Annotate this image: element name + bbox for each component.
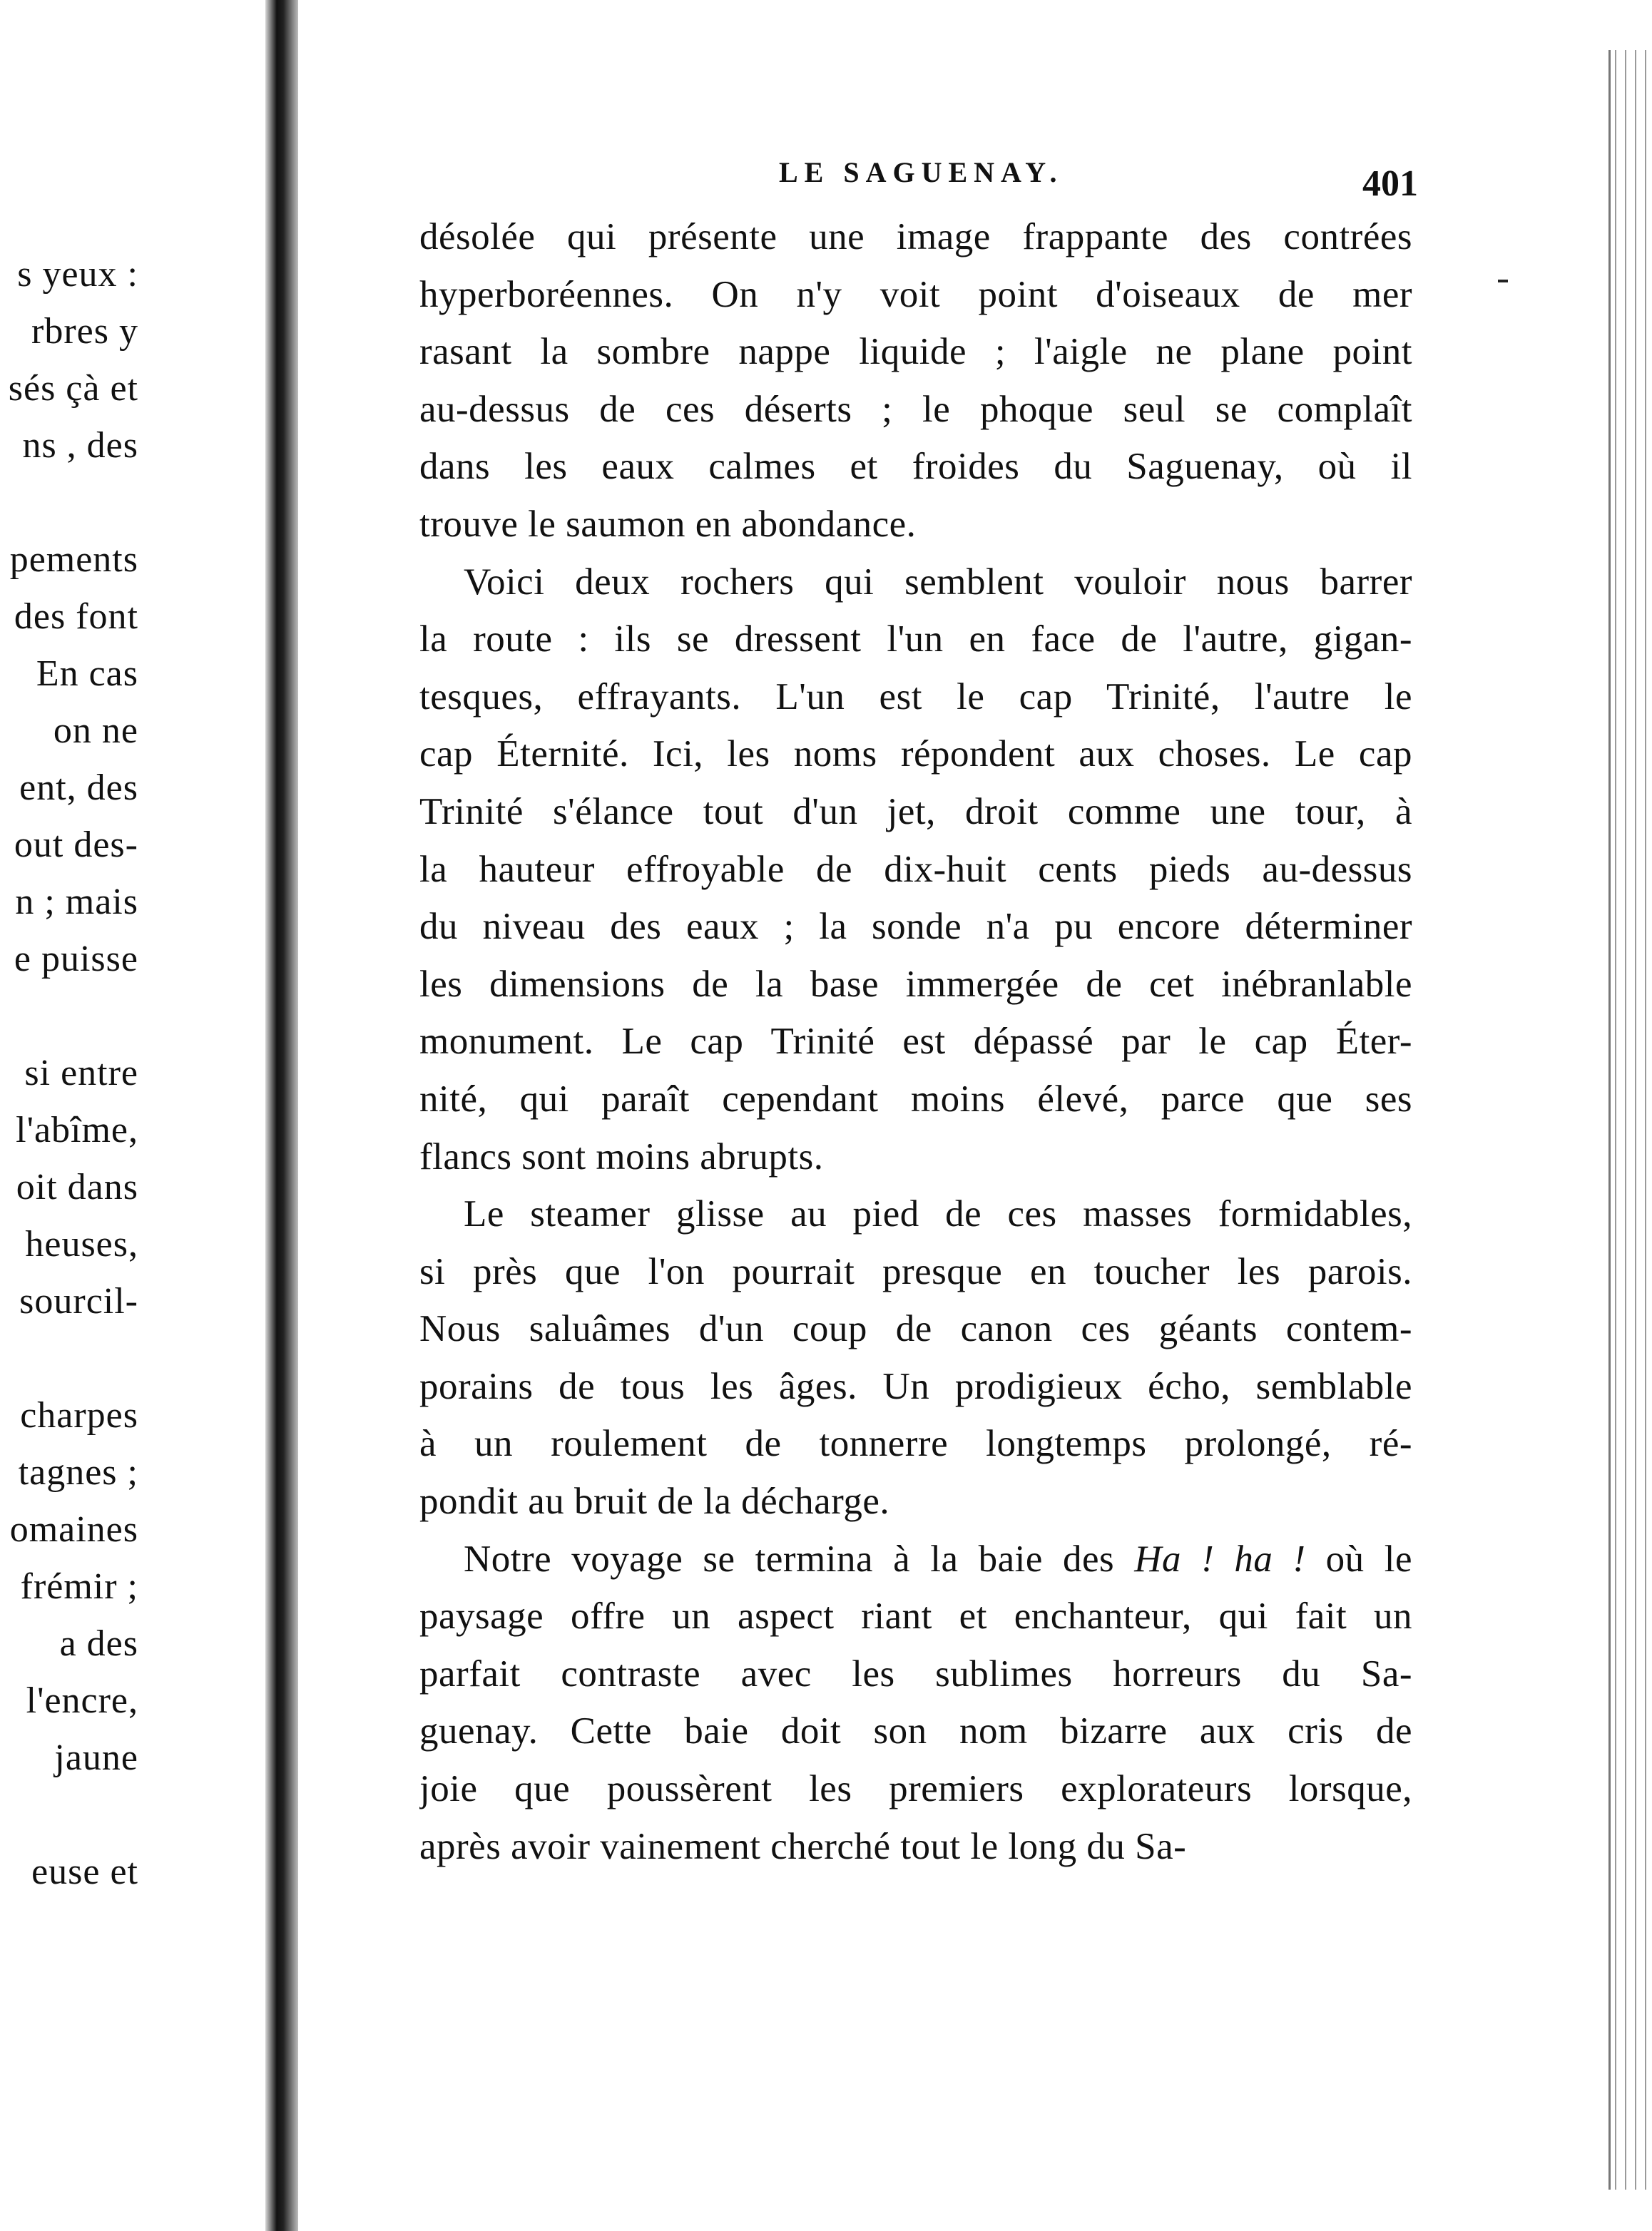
text-line: tesques, effrayants. L'un est le cap Trinité, l'autre le xyxy=(419,675,1412,718)
left-page-line: charpes xyxy=(20,1395,138,1436)
page-stack-edge xyxy=(1608,50,1652,2190)
left-page-line: l'abîme, xyxy=(16,1110,138,1150)
left-page-line: a des xyxy=(59,1623,138,1664)
left-page-line: frémir ; xyxy=(20,1566,138,1607)
left-page-line: ns , des xyxy=(22,425,138,466)
running-head: LE SAGUENAY. xyxy=(779,156,1064,188)
left-page-line: oit dans xyxy=(16,1167,138,1208)
text-line: rasant la sombre nappe liquide ; l'aigle ne plane point xyxy=(419,331,1412,373)
left-page-line: n ; mais xyxy=(15,882,138,922)
text-line: dans les eaux calmes et froides du Saguenay, où il xyxy=(419,446,1412,488)
text-line: joie que poussèrent les premiers explorateurs lorsque, xyxy=(419,1768,1412,1810)
paragraph xyxy=(419,208,1412,553)
left-page-line: out des- xyxy=(14,824,138,865)
text-line: nité, qui paraît cependant moins élevé, parce que ses xyxy=(419,1078,1412,1120)
book-gutter xyxy=(265,0,298,2231)
text-line: trouve le saumon en abondance. xyxy=(419,503,917,545)
text-line: Trinité s'élance tout d'un jet, droit comme une tour, à xyxy=(419,790,1412,832)
text-line: Voici deux rochers qui semblent vouloir nous barrer xyxy=(464,561,1412,603)
text-line: à un roulement de tonnerre longtemps prolongé, ré- xyxy=(419,1423,1412,1465)
page-number: 401 xyxy=(1362,163,1418,204)
italic-phrase: Ha ! ha ! xyxy=(1134,1538,1306,1580)
left-page-line: s yeux : xyxy=(17,254,138,295)
text-line: monument. Le cap Trinité est dépassé par le cap Éter- xyxy=(419,1021,1412,1063)
text-line: la hauteur effroyable de dix-huit cents pieds au-dessus xyxy=(419,848,1412,890)
left-page-line: l'encre, xyxy=(26,1680,138,1721)
left-page-line: En cas xyxy=(36,653,138,694)
text-line: la route : ils se dressent l'un en face de l'autre, gigan- xyxy=(419,618,1412,660)
left-page-line: sés çà et xyxy=(8,368,138,409)
text-line: du niveau des eaux ; la sonde n'a pu encore déterminer xyxy=(419,906,1412,948)
text-line: paysage offre un aspect riant et enchanteur, qui fait un xyxy=(419,1596,1412,1638)
left-page-line: omaines xyxy=(9,1509,138,1550)
paragraph xyxy=(419,1531,1412,1876)
left-page-line: pements xyxy=(9,539,138,580)
text-line: Le steamer glisse au pied de ces masses formidables, xyxy=(464,1193,1412,1235)
text-line: si près que l'on pourrait presque en toucher les parois. xyxy=(419,1250,1412,1292)
left-page-line: on ne xyxy=(53,710,138,751)
left-page-line: tagnes ; xyxy=(18,1452,138,1493)
text-line: cap Éternité. Ici, les noms répondent aux choses. Le cap xyxy=(419,733,1412,775)
left-page-line: heuses, xyxy=(25,1224,138,1265)
text-line: Nous saluâmes d'un coup de canon ces géants contem- xyxy=(419,1308,1412,1350)
left-page-line: ent, des xyxy=(19,767,138,808)
paragraph xyxy=(419,553,1412,1186)
left-page-line: e puisse xyxy=(14,939,138,979)
text-line: désolée qui présente une image frappante des contrées xyxy=(419,216,1412,257)
text-line: au-dessus de ces déserts ; le phoque seul se complaît xyxy=(419,388,1412,430)
text-line: flancs sont moins abrupts. xyxy=(419,1135,824,1178)
left-page-line: des font xyxy=(14,596,138,637)
text-line: hyperboréennes. On n'y voit point d'oiseaux de mer xyxy=(419,273,1412,315)
text-line: après avoir vainement cherché tout le long du Sa- xyxy=(419,1825,1187,1867)
previous-page-fragment xyxy=(0,0,271,2231)
left-page-line: rbres y xyxy=(31,311,138,352)
text-line: parfait contraste avec les sublimes horreurs du Sa- xyxy=(419,1653,1412,1695)
left-page-line: jaune xyxy=(54,1737,138,1778)
text-line: pondit au bruit de la décharge. xyxy=(419,1481,890,1523)
text-line: porains de tous les âges. Un prodigieux écho, semblable xyxy=(419,1365,1412,1407)
body-text xyxy=(419,208,1412,1875)
margin-mark xyxy=(1498,280,1508,282)
left-page-line: sourcil- xyxy=(19,1281,138,1322)
paragraph xyxy=(419,1185,1412,1531)
text-line: les dimensions de la base immergée de cet inébranlable xyxy=(419,963,1412,1005)
text-line: Notre voyage se termina à la baie des Ha ! ha ! où le xyxy=(464,1538,1412,1580)
text-line: guenay. Cette baie doit son nom bizarre aux cris de xyxy=(419,1710,1412,1752)
left-page-line: euse et xyxy=(31,1852,138,1892)
left-page-line: si entre xyxy=(24,1053,138,1093)
